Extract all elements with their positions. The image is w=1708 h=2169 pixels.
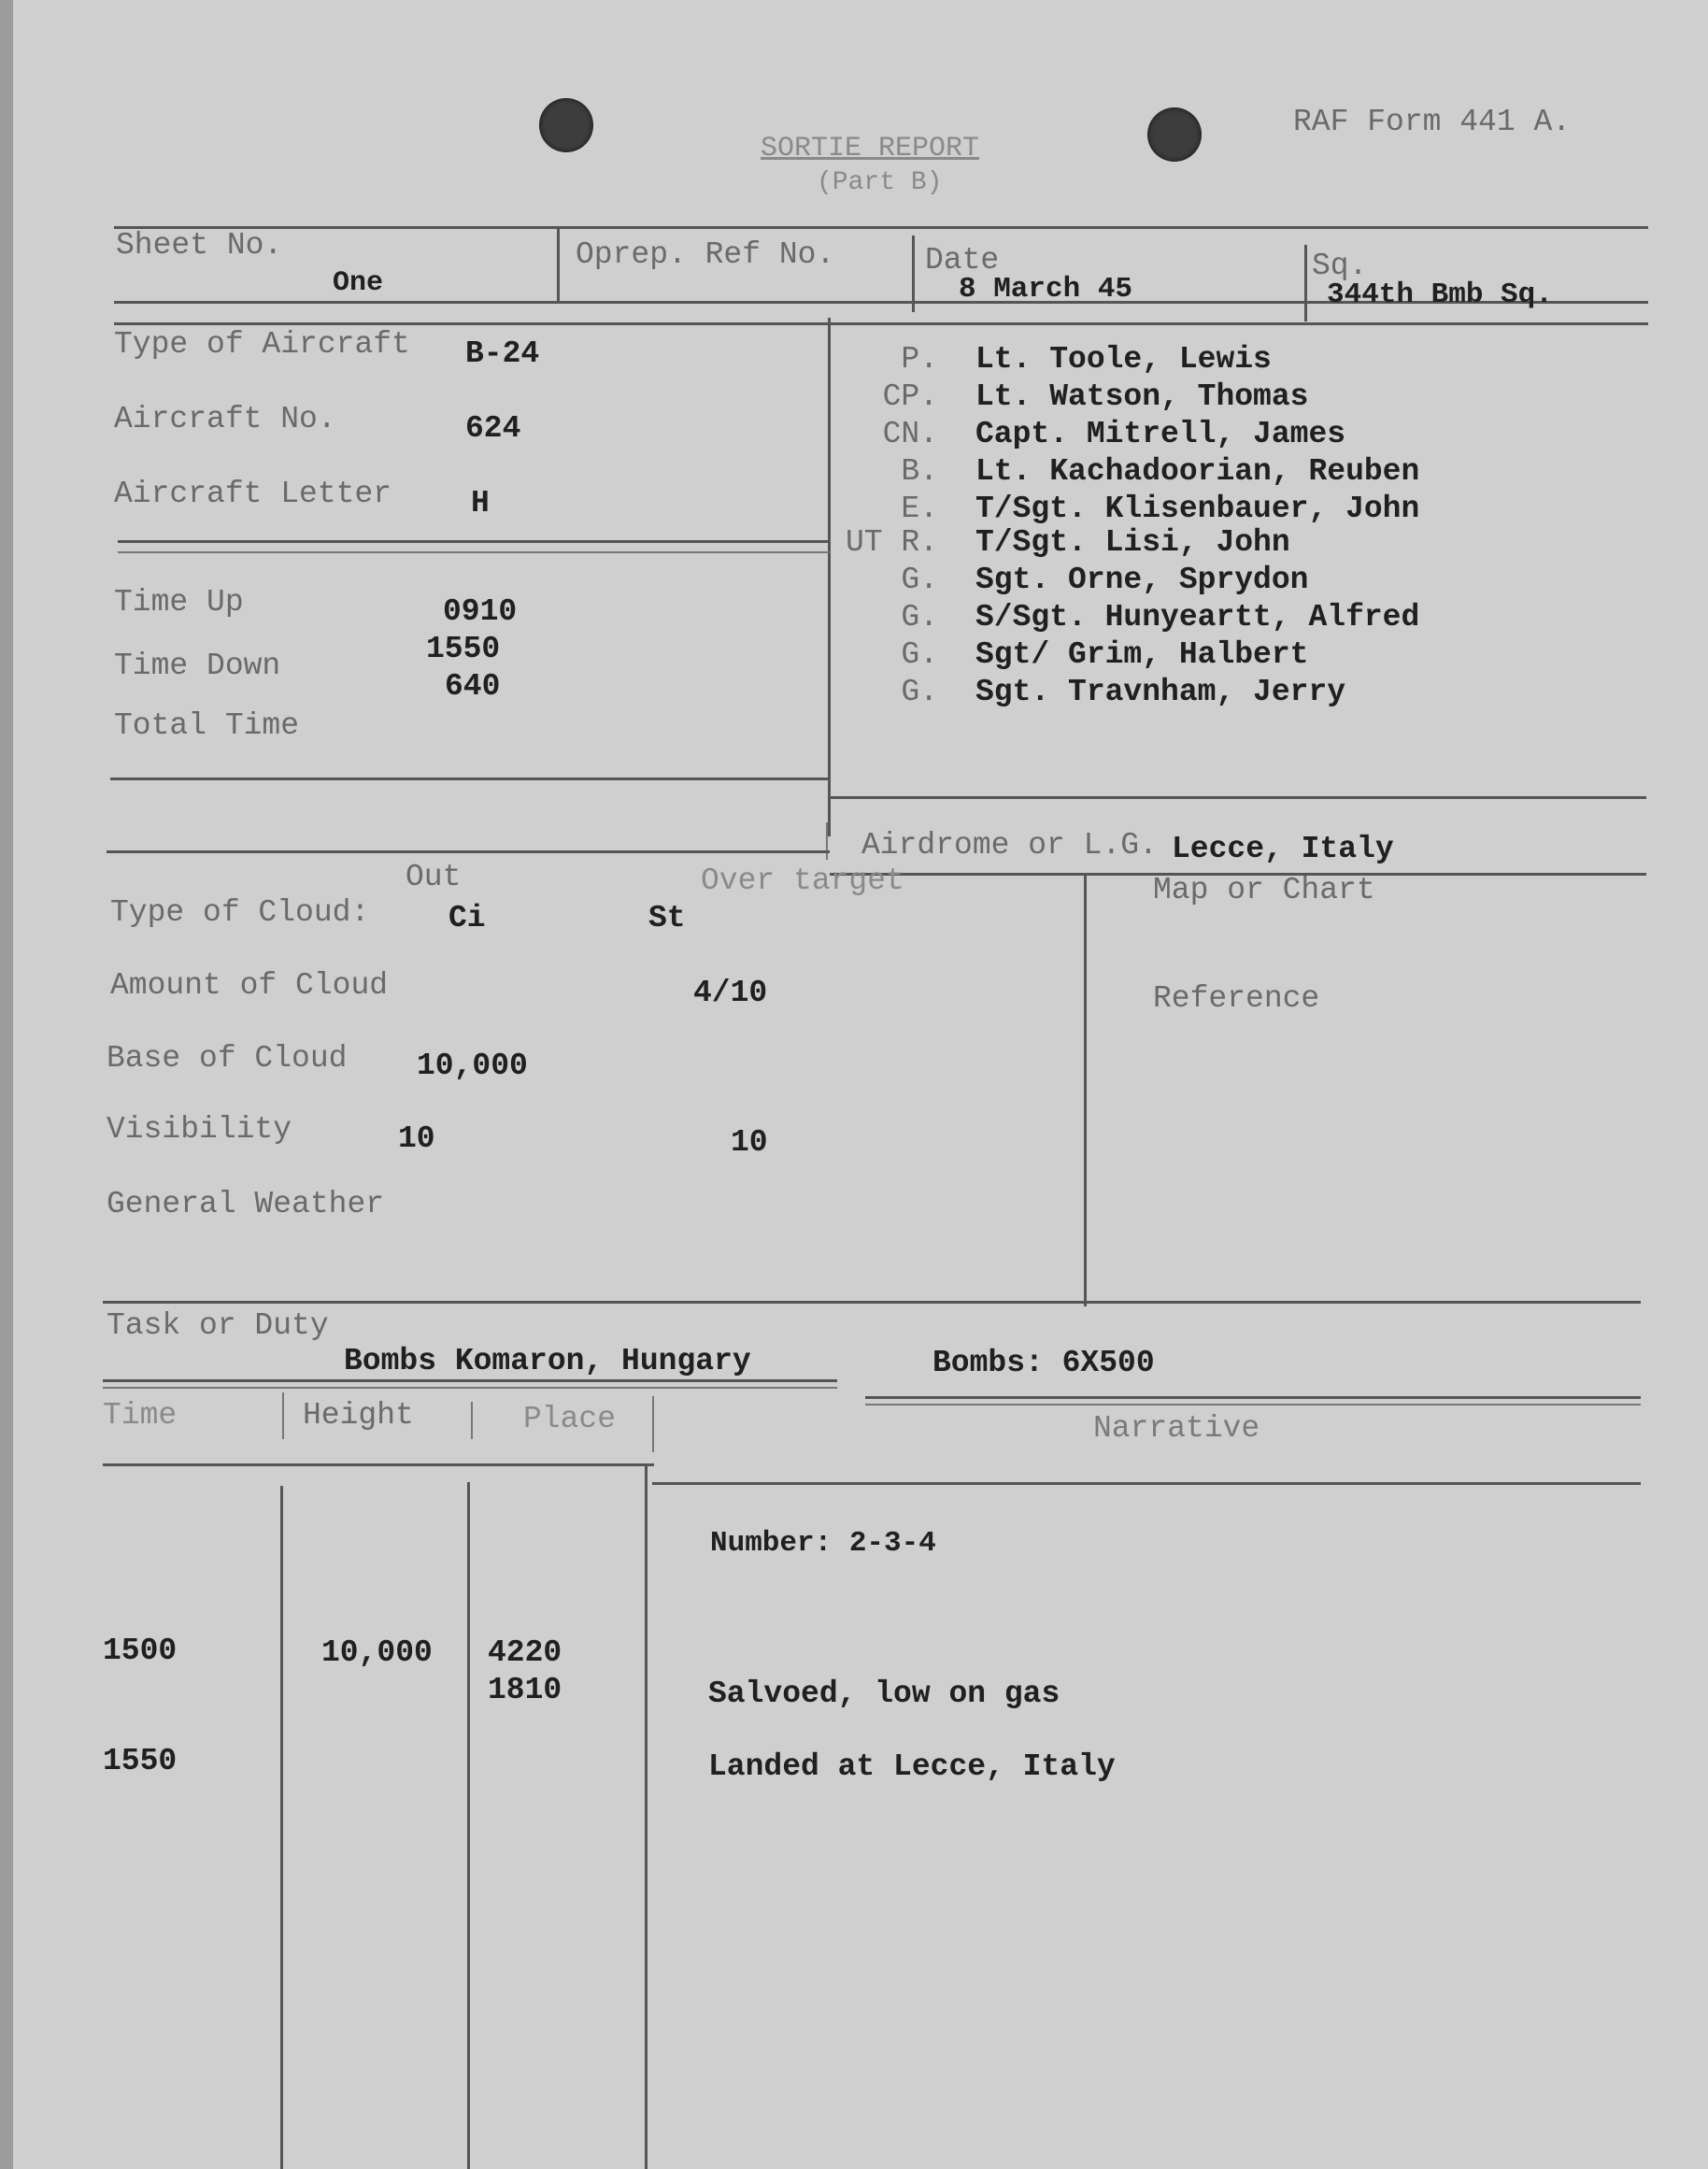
crew-row: UT R. T/Sgt. Lisi, John bbox=[845, 525, 1290, 560]
weather-out-header: Out bbox=[406, 860, 462, 894]
log-header-narrative: Narrative bbox=[1093, 1411, 1260, 1446]
cloud-amount-target: 4/10 bbox=[693, 976, 768, 1010]
date-value: 8 March 45 bbox=[959, 273, 1133, 306]
crew-row: G. Sgt/ Grim, Halbert bbox=[901, 637, 1309, 672]
document-page bbox=[13, 0, 1708, 2169]
log-row-time: 1500 bbox=[103, 1634, 178, 1668]
aircraft-letter-value: H bbox=[471, 486, 490, 521]
total-time-value: 640 bbox=[445, 669, 501, 704]
log-header-place: Place bbox=[523, 1402, 617, 1436]
punch-hole-left bbox=[539, 98, 593, 152]
map-label: Map or Chart bbox=[1153, 873, 1375, 907]
log-row-place: 4220 bbox=[488, 1635, 562, 1670]
visibility-target: 10 bbox=[731, 1125, 768, 1160]
form-subtitle: (Part B) bbox=[817, 168, 943, 197]
time-up-value: 0910 bbox=[443, 594, 518, 629]
crew-row: CP. Lt. Watson, Thomas bbox=[882, 379, 1309, 414]
cloud-base-label: Base of Cloud bbox=[107, 1041, 348, 1076]
weather-target-header: Over target bbox=[701, 863, 904, 898]
log-row-place: 1810 bbox=[488, 1673, 562, 1707]
crew-divider bbox=[828, 318, 831, 836]
log-row-narrative: Salvoed, low on gas bbox=[708, 1677, 1060, 1711]
aerodrome-value: Lecce, Italy bbox=[1172, 832, 1394, 866]
bombs-value: Bombs: 6X500 bbox=[932, 1346, 1155, 1380]
date-label: Date bbox=[925, 243, 1000, 278]
log-row-narrative: Landed at Lecce, Italy bbox=[708, 1749, 1116, 1784]
log-header-time: Time bbox=[103, 1398, 178, 1433]
time-down-value: 1550 bbox=[426, 632, 501, 666]
sheet-label: Sheet No. bbox=[116, 228, 283, 263]
log-number-line: Number: 2-3-4 bbox=[710, 1527, 936, 1560]
crew-row: G. S/Sgt. Hunyeartt, Alfred bbox=[901, 600, 1420, 635]
form-id: RAF Form 441 A. bbox=[1293, 105, 1572, 139]
time-up-label: Time Up bbox=[114, 585, 244, 620]
sheet-value: One bbox=[333, 267, 384, 299]
oprep-label: Oprep. Ref No. bbox=[576, 237, 835, 272]
total-time-label: Total Time bbox=[114, 708, 300, 743]
map-divider bbox=[1084, 873, 1087, 1306]
form-title: SORTIE REPORT bbox=[761, 133, 980, 164]
log-row-height: 10,000 bbox=[321, 1635, 433, 1670]
aerodrome-label: Airdrome or L.G. bbox=[861, 828, 1158, 863]
aircraft-letter-label: Aircraft Letter bbox=[114, 477, 392, 511]
log-row-time: 1550 bbox=[103, 1744, 178, 1778]
cloud-type-target: St bbox=[648, 901, 686, 935]
aircraft-type-label: Type of Aircraft bbox=[114, 327, 410, 362]
crew-row: G. Sgt. Travnham, Jerry bbox=[901, 675, 1346, 709]
task-label: Task or Duty bbox=[107, 1308, 329, 1343]
aircraft-no-label: Aircraft No. bbox=[114, 402, 336, 436]
crew-row: E. T/Sgt. Klisenbauer, John bbox=[901, 492, 1420, 526]
sq-value: 344th Bmb Sq. bbox=[1327, 278, 1553, 311]
cloud-amount-label: Amount of Cloud bbox=[110, 968, 389, 1003]
cloud-type-label: Type of Cloud: bbox=[110, 895, 370, 930]
task-value: Bombs Komaron, Hungary bbox=[344, 1344, 751, 1378]
aircraft-no-value: 624 bbox=[465, 411, 521, 446]
visibility-label: Visibility bbox=[107, 1112, 292, 1147]
log-header-height: Height bbox=[303, 1398, 414, 1433]
map-reference-label: Reference bbox=[1153, 981, 1320, 1016]
crew-row: B. Lt. Kachadoorian, Reuben bbox=[901, 454, 1420, 489]
crew-row: CN. Capt. Mitrell, James bbox=[882, 417, 1346, 451]
visibility-out: 10 bbox=[398, 1121, 435, 1156]
general-weather-label: General Weather bbox=[107, 1187, 385, 1221]
time-down-label: Time Down bbox=[114, 649, 281, 683]
punch-hole-right bbox=[1147, 107, 1202, 162]
sq-label: Sq. bbox=[1312, 249, 1368, 283]
cloud-base-out: 10,000 bbox=[417, 1049, 528, 1083]
crew-row: P. Lt. Toole, Lewis bbox=[901, 342, 1272, 377]
cloud-type-out: Ci bbox=[448, 901, 486, 935]
aircraft-type-value: B-24 bbox=[465, 336, 540, 371]
crew-row: G. Sgt. Orne, Sprydon bbox=[901, 563, 1309, 597]
